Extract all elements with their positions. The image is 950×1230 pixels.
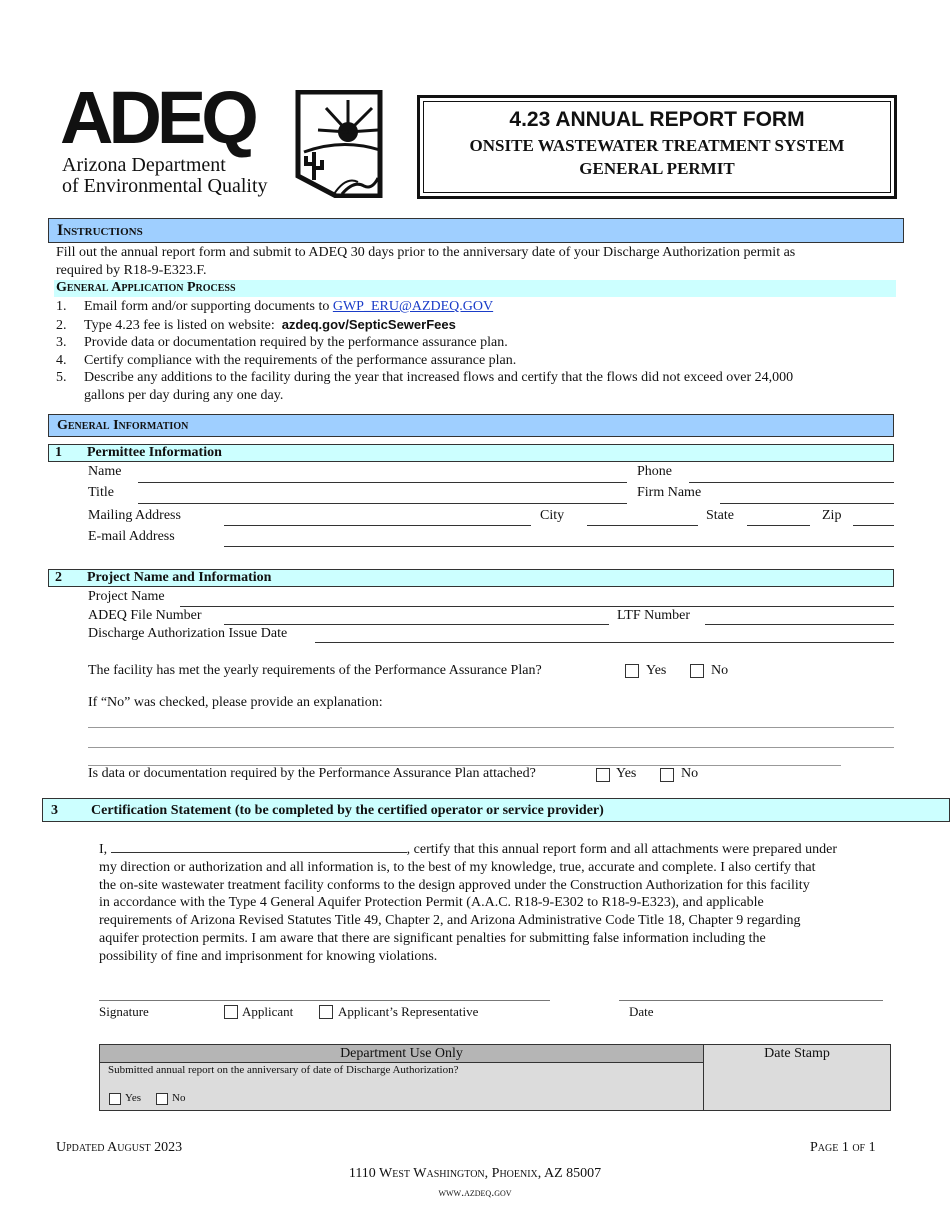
attachment-question: Is data or documentation required by the Performance Assurance Plan attached?: [88, 766, 536, 781]
process-header: General Application Process: [54, 280, 896, 297]
department-use-box: [99, 1044, 891, 1111]
fee-website: azdeq.gov/SepticSewerFees: [281, 316, 456, 332]
cert-line-4: requirements of Arizona Revised Statutes Title 49, Chapter 2, and Arizona Administrative Code Title 18, Chapter 9 regarding: [99, 913, 801, 929]
explanation-line-2[interactable]: [88, 747, 894, 748]
pap-yes-label: Yes: [646, 663, 667, 678]
representative-label: Applicant’s Representative: [338, 1004, 479, 1019]
section-3-header: 3 Certification Statement (to be completed by the certified operator or service provider): [42, 798, 950, 822]
name-field[interactable]: [138, 482, 627, 483]
process-item-2: 2. Type 4.23 fee is listed on website: azdeq.gov/SepticSewerFees: [56, 316, 456, 333]
project-name-label: Project Name: [88, 589, 165, 604]
pap-question: The facility has met the yearly requirements of the Performance Assurance Plan?: [88, 663, 542, 678]
firm-name-label: Firm Name: [637, 485, 702, 500]
process-item-3: 3. Provide data or documentation required by the performance assurance plan.: [56, 335, 508, 351]
date-label: Date: [629, 1004, 654, 1019]
city-label: City: [540, 508, 565, 523]
dept-no-checkbox[interactable]: [156, 1093, 168, 1105]
pap-yes-checkbox[interactable]: [625, 664, 639, 678]
certification-statement: I, , certify that this annual report form and all attachments were prepared under my direction or authorization and all information is, to the best of my knowledge, true, accurate and complete. I also certify that the on-site wastewater treatment facility conforms to the design approved under the Construction Authorization for this facility in accordance with the Type 4 General Aquifer Protection Permit (A.A.C. R18-9-E302 to R18-9-E323), and applicable requirements of Arizona Revised Statutes Title 49, Chapter 2, and Arizona Administrative Code Title 18, Chapter 9 regarding aquifer protection permits. I am aware that there are significant penalties for submitting false information including the possibility of fine and imprisonment for knowing violations.: [99, 840, 899, 966]
attached-no-label: No: [681, 766, 699, 781]
dept-no-label: No: [172, 1092, 186, 1104]
signature-field[interactable]: [99, 1000, 550, 1001]
explanation-line-1[interactable]: [88, 727, 894, 728]
zip-label: Zip: [822, 508, 842, 523]
footer-website: www.azdeq.gov: [438, 1185, 512, 1199]
footer-address: 1110 West Washington, Phoenix, AZ 85007: [348, 1166, 602, 1181]
updated-date: Updated August 2023: [56, 1140, 183, 1155]
adeq-file-number-field[interactable]: [224, 624, 609, 625]
representative-checkbox[interactable]: [319, 1005, 333, 1019]
department-use-header: Department Use Only: [100, 1045, 704, 1063]
phone-field[interactable]: [689, 482, 894, 483]
section-2-header: 2 Project Name and Information: [48, 569, 894, 587]
title-box: [417, 95, 897, 199]
attached-no-checkbox[interactable]: [660, 768, 674, 782]
zip-field[interactable]: [853, 525, 894, 526]
applicant-checkbox[interactable]: [224, 1005, 238, 1019]
process-item-4: 4. Certify compliance with the requirements of the performance assurance plan.: [56, 352, 517, 368]
email-address-field[interactable]: [224, 546, 894, 547]
section-1-header: 1 Permittee Information: [48, 444, 894, 462]
process-list: [56, 298, 916, 405]
title-field[interactable]: [138, 503, 627, 504]
name-label: Name: [88, 464, 122, 479]
form-title: 4.23 ANNUAL REPORT FORM: [509, 108, 805, 131]
adeq-file-number-label: ADEQ File Number: [88, 608, 202, 623]
cert-line-1: my direction or authorization and all information is, to the best of my knowledge, true, accurate and complete. I also certify that: [99, 859, 816, 875]
project-name-field[interactable]: [180, 606, 894, 607]
process-item-5: 5. Describe any additions to the facility during the year that increased flows and certify that the flows did not exceed over 24,000: [56, 370, 794, 386]
ltf-number-field[interactable]: [705, 624, 894, 625]
attached-yes-label: Yes: [616, 766, 637, 781]
applicant-label: Applicant: [242, 1004, 294, 1019]
phone-label: Phone: [637, 464, 672, 479]
date-stamp-label: Date Stamp: [764, 1046, 830, 1061]
state-field[interactable]: [747, 525, 810, 526]
title-label: Title: [88, 485, 114, 500]
state-label: State: [706, 508, 734, 523]
dept-yes-label: Yes: [125, 1092, 142, 1104]
pap-no-label: No: [711, 663, 729, 678]
cert-line-6: possibility of fine and imprisonment for knowing violations.: [99, 948, 438, 964]
cert-line-5: aquifer protection permits. I am aware that there are significant penalties for submitting false information including the: [99, 930, 766, 946]
process-item-1: 1. Email form and/or supporting documents to GWP_ERU@AZDEQ.GOV: [56, 299, 494, 314]
department-question: Submitted annual report on the anniversary of date of Discharge Authorization?: [108, 1064, 459, 1076]
logo-line1: Arizona Department: [62, 154, 226, 176]
explanation-label: If “No” was checked, please provide an explanation:: [88, 695, 383, 710]
adeq-logo: [60, 76, 390, 201]
form-subtitle-2: GENERAL PERMIT: [579, 159, 735, 178]
email-address-label: E-mail Address: [88, 529, 175, 544]
date-field[interactable]: [619, 1000, 883, 1001]
general-info-header: General Information: [48, 414, 894, 437]
form-subtitle-1: ONSITE WASTEWATER TREATMENT SYSTEM: [469, 136, 845, 155]
issue-date-field[interactable]: [315, 642, 894, 643]
signature-label: Signature: [99, 1004, 149, 1019]
process-item-5-cont: gallons per day during any one day.: [84, 387, 284, 403]
email-link[interactable]: GWP_ERU@AZDEQ.GOV: [332, 299, 494, 314]
instructions-text-2: required by R18-9-E323.F.: [56, 263, 207, 278]
pap-no-checkbox[interactable]: [690, 664, 704, 678]
firm-name-field[interactable]: [720, 503, 894, 504]
cert-line-2: the on-site wastewater treatment facility conforms to the design approved under the Construction Authorization for this facility: [99, 877, 810, 893]
attached-yes-checkbox[interactable]: [596, 768, 610, 782]
certifier-name-field[interactable]: [111, 840, 407, 853]
cert-line-3: in accordance with the Type 4 General Aquifer Protection Permit (A.A.C. R18-9-E302 to R18-9-E323), and applicable: [99, 895, 764, 911]
logo-word: ADEQ: [60, 76, 254, 159]
mailing-address-label: Mailing Address: [88, 508, 181, 523]
dept-yes-checkbox[interactable]: [109, 1093, 121, 1105]
ltf-number-label: LTF Number: [617, 608, 690, 623]
arizona-emblem-icon: [292, 90, 384, 198]
city-field[interactable]: [587, 525, 698, 526]
page-number: Page 1 of 1: [810, 1140, 876, 1155]
logo-line2: of Environmental Quality: [62, 175, 268, 197]
mailing-address-field[interactable]: [224, 525, 531, 526]
issue-date-label: Discharge Authorization Issue Date: [88, 626, 288, 641]
instructions-header: Instructions: [48, 218, 904, 243]
instructions-text-1: Fill out the annual report form and submit to ADEQ 30 days prior to the anniversary date of your Discharge Authorization permit as: [56, 245, 796, 260]
